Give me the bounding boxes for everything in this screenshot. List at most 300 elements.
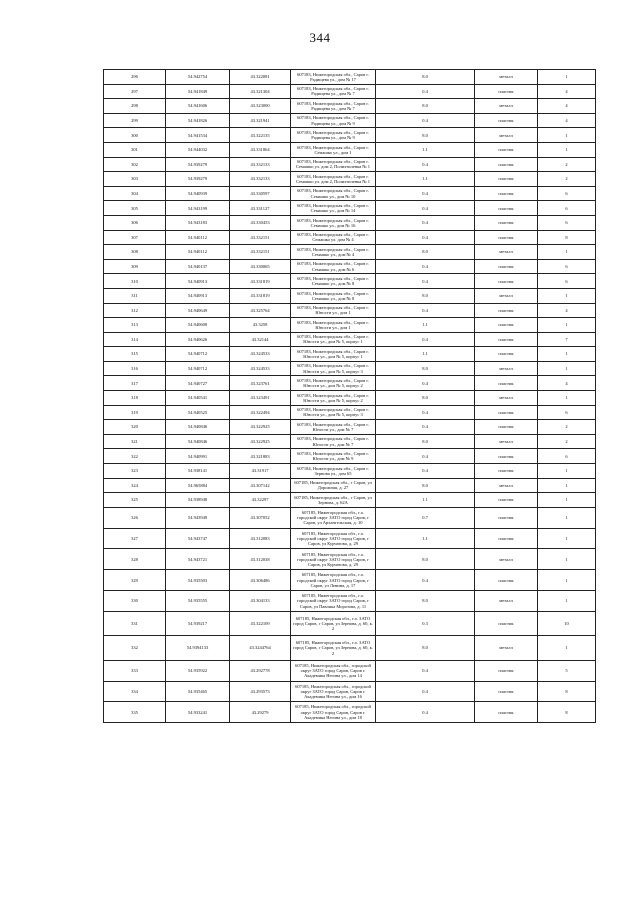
longitude-cell: 43.322925 bbox=[230, 434, 291, 449]
table-row bbox=[104, 245, 596, 260]
count-cell: 1 bbox=[538, 70, 596, 85]
row-number: 312 bbox=[104, 303, 166, 318]
address-cell: 607183, Нижегородская обл., Саров г. Юности ул., дом № 5, корпус 1 bbox=[291, 332, 376, 347]
address-cell: 607185, Нижегородская обл., г.о. городской округ ЗАТО город Саров, г Саров, ул Курчатова, д. 29 bbox=[291, 549, 376, 570]
volume-cell: 8.0 bbox=[376, 591, 475, 612]
row-number: 301 bbox=[104, 142, 166, 157]
volume-cell: 8.0 bbox=[376, 478, 475, 493]
address-cell: 607183, Нижегородская обл., Саров г. Радищева ул., дом № 7 bbox=[291, 84, 376, 99]
address-cell: 607183, Нижегородская обл., Саров г. Семашко ул. дом 2, Полиэтиленка № 1 bbox=[291, 157, 376, 172]
table-row bbox=[104, 142, 596, 157]
volume-cell: 0.4 bbox=[376, 215, 475, 230]
count-cell: 7 bbox=[538, 332, 596, 347]
count-cell: 4 bbox=[538, 303, 596, 318]
table-row bbox=[104, 259, 596, 274]
table-row bbox=[104, 318, 596, 333]
material-cell: металл bbox=[475, 361, 538, 376]
longitude-cell: 43.332133 bbox=[230, 172, 291, 187]
volume-cell: 0.4 bbox=[376, 113, 475, 128]
count-cell: 1 bbox=[538, 464, 596, 479]
longitude-cell: 43.325764 bbox=[230, 303, 291, 318]
count-cell: 6 bbox=[538, 259, 596, 274]
volume-cell: 1.1 bbox=[376, 347, 475, 362]
count-cell: 2 bbox=[538, 157, 596, 172]
volume-cell: 0.4 bbox=[376, 84, 475, 99]
table-row bbox=[104, 405, 596, 420]
longitude-cell: 43.321883 bbox=[230, 449, 291, 464]
count-cell: 10 bbox=[538, 611, 596, 636]
material-cell: металл bbox=[475, 478, 538, 493]
count-cell: 1 bbox=[538, 318, 596, 333]
row-number: 302 bbox=[104, 157, 166, 172]
longitude-cell: 43.3258 bbox=[230, 318, 291, 333]
address-cell: 607183, Нижегородская обл., Саров г. Юности ул., дом № 5, корпус 1 bbox=[291, 347, 376, 362]
table-row bbox=[104, 507, 596, 528]
material-cell: пластик bbox=[475, 570, 538, 591]
count-cell: 1 bbox=[538, 142, 596, 157]
count-cell: 6 bbox=[538, 215, 596, 230]
latitude-cell: 54.941534 bbox=[166, 128, 230, 143]
address-cell: 607185, Нижегородская обл., г.о. городской округ ЗАТО город Саров, г Саров, ул Ленина, д. 17 bbox=[291, 570, 376, 591]
table-row bbox=[104, 201, 596, 216]
latitude-cell: 54.943949 bbox=[166, 507, 230, 528]
longitude-cell: 43.3244764 bbox=[230, 636, 291, 661]
address-cell: 607185, Нижегородская обл., г.о. городской округ ЗАТО город Саров, г Саров, ул Курчатова, д. 29 bbox=[291, 528, 376, 549]
longitude-cell: 43.312038 bbox=[230, 549, 291, 570]
row-number: 324 bbox=[104, 478, 166, 493]
table-row bbox=[104, 660, 596, 681]
row-number: 313 bbox=[104, 318, 166, 333]
address-cell: 607184, Нижегородская обл., Саров г. Зернова ул., дом 65 bbox=[291, 464, 376, 479]
latitude-cell: 54.940846 bbox=[166, 434, 230, 449]
material-cell: пластик bbox=[475, 332, 538, 347]
count-cell: 1 bbox=[538, 591, 596, 612]
volume-cell: 8.0 bbox=[376, 549, 475, 570]
volume-cell: 0.4 bbox=[376, 303, 475, 318]
material-cell: металл bbox=[475, 591, 538, 612]
count-cell: 6 bbox=[538, 274, 596, 289]
longitude-cell: 43.330065 bbox=[230, 259, 291, 274]
latitude-cell: 54.940541 bbox=[166, 391, 230, 406]
address-cell: 607183, Нижегородская обл., Саров г. Юности ул., дом № 5, корпус 2 bbox=[291, 376, 376, 391]
volume-cell: 8.0 bbox=[376, 128, 475, 143]
material-cell: пластик bbox=[475, 449, 538, 464]
address-cell: 607185, Нижегородская обл., г.о. городской округ ЗАТО город Саров, г Саров, ул Архангельская, д. 10 bbox=[291, 507, 376, 528]
longitude-cell: 43.31917 bbox=[230, 464, 291, 479]
latitude-cell: 54.944032 bbox=[166, 142, 230, 157]
table-row bbox=[104, 434, 596, 449]
count-cell: 1 bbox=[538, 507, 596, 528]
volume-cell: 8.0 bbox=[376, 636, 475, 661]
address-cell: 607185, Нижегородская обл., г Саров, ул Дорожная, д. 27 bbox=[291, 478, 376, 493]
volume-cell: 0.4 bbox=[376, 681, 475, 702]
count-cell: 1 bbox=[538, 636, 596, 661]
address-cell: 607183, Нижегородская обл., Саров г. Семашко ул., дом № 4 bbox=[291, 245, 376, 260]
table-row bbox=[104, 99, 596, 114]
material-cell: пластик bbox=[475, 660, 538, 681]
row-number: 321 bbox=[104, 434, 166, 449]
address-cell: 607185, Нижегородская обл., городской округ ЗАТО город Саров, Саров г. Академика Негина ул., дом 18 bbox=[291, 702, 376, 723]
volume-cell: 1.1 bbox=[376, 493, 475, 508]
row-number: 316 bbox=[104, 361, 166, 376]
row-number: 309 bbox=[104, 259, 166, 274]
longitude-cell: 43.29279 bbox=[230, 702, 291, 723]
count-cell: 1 bbox=[538, 128, 596, 143]
table-row bbox=[104, 303, 596, 318]
row-number: 308 bbox=[104, 245, 166, 260]
material-cell: пластик bbox=[475, 681, 538, 702]
latitude-cell: 54.939217 bbox=[166, 611, 230, 636]
latitude-cell: 54.935922 bbox=[166, 660, 230, 681]
row-number: 318 bbox=[104, 391, 166, 406]
table-row bbox=[104, 681, 596, 702]
longitude-cell: 43.323491 bbox=[230, 391, 291, 406]
row-number: 333 bbox=[104, 660, 166, 681]
row-number: 330 bbox=[104, 591, 166, 612]
longitude-cell: 43.321304 bbox=[230, 84, 291, 99]
material-cell: пластик bbox=[475, 201, 538, 216]
address-cell: 607183, Нижегородская обл., Саров г. Юности ул., дом № 7 bbox=[291, 434, 376, 449]
latitude-cell: 54.941849 bbox=[166, 84, 230, 99]
row-number: 314 bbox=[104, 332, 166, 347]
material-cell: металл bbox=[475, 70, 538, 85]
volume-cell: 1.1 bbox=[376, 318, 475, 333]
material-cell: пластик bbox=[475, 84, 538, 99]
latitude-cell: 54.940991 bbox=[166, 449, 230, 464]
material-cell: пластик bbox=[475, 528, 538, 549]
count-cell: 1 bbox=[538, 528, 596, 549]
longitude-cell: 43.324533 bbox=[230, 347, 291, 362]
table-row bbox=[104, 611, 596, 636]
volume-cell: 0.4 bbox=[376, 201, 475, 216]
row-number: 328 bbox=[104, 549, 166, 570]
latitude-cell: 54.940112 bbox=[166, 230, 230, 245]
table-row bbox=[104, 493, 596, 508]
longitude-cell: 43.322109 bbox=[230, 611, 291, 636]
count-cell: 1 bbox=[538, 493, 596, 508]
material-cell: пластик bbox=[475, 347, 538, 362]
count-cell: 4 bbox=[538, 99, 596, 114]
latitude-cell: 54.940608 bbox=[166, 318, 230, 333]
address-cell: 607183, Нижегородская обл., Саров г. Семашко ул., дом № 6 bbox=[291, 259, 376, 274]
row-number: 322 bbox=[104, 449, 166, 464]
count-cell: 6 bbox=[538, 201, 596, 216]
volume-cell: 1.1 bbox=[376, 142, 475, 157]
material-cell: металл bbox=[475, 99, 538, 114]
table-row bbox=[104, 464, 596, 479]
table-row bbox=[104, 636, 596, 661]
latitude-cell: 54.941606 bbox=[166, 99, 230, 114]
address-cell: 607183, Нижегородская обл., Саров г. Семашко ул., дом № 8 bbox=[291, 274, 376, 289]
material-cell: пластик bbox=[475, 405, 538, 420]
count-cell: 4 bbox=[538, 376, 596, 391]
address-cell: 607183, Нижегородская обл., Саров г. Семашко ул., дом 1 bbox=[291, 142, 376, 157]
latitude-cell: 54.940137 bbox=[166, 259, 230, 274]
table-row bbox=[104, 288, 596, 303]
volume-cell: 0.4 bbox=[376, 449, 475, 464]
row-number: 335 bbox=[104, 702, 166, 723]
material-cell: пластик bbox=[475, 464, 538, 479]
longitude-cell: 43.323000 bbox=[230, 99, 291, 114]
address-cell: 607183, Нижегородская обл., Саров г. Радищева ул., дом № 9 bbox=[291, 113, 376, 128]
table-row bbox=[104, 128, 596, 143]
count-cell: 4 bbox=[538, 84, 596, 99]
material-cell: металл bbox=[475, 245, 538, 260]
address-cell: 607183, Нижегородская обл., Саров г. Семашко ул. дом 2, Полиэтиленка № 1 bbox=[291, 172, 376, 187]
table-row bbox=[104, 391, 596, 406]
volume-cell: 0.7 bbox=[376, 507, 475, 528]
row-number: 310 bbox=[104, 274, 166, 289]
count-cell: 2 bbox=[538, 420, 596, 435]
material-cell: пластик bbox=[475, 376, 538, 391]
latitude-cell: 54.935465 bbox=[166, 681, 230, 702]
table-row bbox=[104, 230, 596, 245]
address-cell: 607183, Нижегородская обл., Саров г. Семашко ул. дом № 4 bbox=[291, 230, 376, 245]
latitude-cell: 54.940727 bbox=[166, 376, 230, 391]
longitude-cell: 43.332151 bbox=[230, 230, 291, 245]
latitude-cell: 54.938948 bbox=[166, 493, 230, 508]
longitude-cell: 43.293573 bbox=[230, 681, 291, 702]
address-cell: 607183, Нижегородская обл., Саров г. Радищева ул., дом № 7 bbox=[291, 99, 376, 114]
latitude-cell: 54.940525 bbox=[166, 405, 230, 420]
volume-cell: 8.0 bbox=[376, 99, 475, 114]
material-cell: пластик bbox=[475, 274, 538, 289]
count-cell: 2 bbox=[538, 434, 596, 449]
latitude-cell: 54.965884 bbox=[166, 478, 230, 493]
longitude-cell: 43.322135 bbox=[230, 128, 291, 143]
row-number: 332 bbox=[104, 636, 166, 661]
count-cell: 2 bbox=[538, 172, 596, 187]
row-number: 320 bbox=[104, 420, 166, 435]
table-row bbox=[104, 332, 596, 347]
count-cell: 1 bbox=[538, 478, 596, 493]
volume-cell: 0.4 bbox=[376, 420, 475, 435]
latitude-cell: 54.933241 bbox=[166, 702, 230, 723]
longitude-cell: 43.331127 bbox=[230, 201, 291, 216]
table-row bbox=[104, 376, 596, 391]
table-row bbox=[104, 347, 596, 362]
volume-cell: 8.0 bbox=[376, 288, 475, 303]
longitude-cell: 43.332151 bbox=[230, 245, 291, 260]
count-cell: 1 bbox=[538, 288, 596, 303]
material-cell: металл bbox=[475, 128, 538, 143]
volume-cell: 0.4 bbox=[376, 405, 475, 420]
address-cell: 607183, Нижегородская обл., Саров г. Семашко ул., дом № 10 bbox=[291, 186, 376, 201]
latitude-cell: 54.940846 bbox=[166, 420, 230, 435]
volume-cell: 0.4 bbox=[376, 332, 475, 347]
row-number: 304 bbox=[104, 186, 166, 201]
material-cell: пластик bbox=[475, 611, 538, 636]
latitude-cell: 54.943747 bbox=[166, 528, 230, 549]
count-cell: 6 bbox=[538, 405, 596, 420]
material-cell: пластик bbox=[475, 702, 538, 723]
latitude-cell: 54.940913 bbox=[166, 274, 230, 289]
table-row bbox=[104, 215, 596, 230]
material-cell: пластик bbox=[475, 318, 538, 333]
volume-cell: 1.1 bbox=[376, 172, 475, 187]
volume-cell: 8.0 bbox=[376, 70, 475, 85]
page-number: 344 bbox=[309, 30, 331, 45]
row-number: 297 bbox=[104, 84, 166, 99]
longitude-cell: 43.322925 bbox=[230, 420, 291, 435]
count-cell: 5 bbox=[538, 660, 596, 681]
table-row bbox=[104, 274, 596, 289]
material-cell: пластик bbox=[475, 230, 538, 245]
volume-cell: 0.4 bbox=[376, 464, 475, 479]
longitude-cell: 43.312083 bbox=[230, 528, 291, 549]
row-number: 300 bbox=[104, 128, 166, 143]
material-cell: пластик bbox=[475, 420, 538, 435]
table-row bbox=[104, 420, 596, 435]
longitude-cell: 43.32297 bbox=[230, 493, 291, 508]
longitude-cell: 43.304133 bbox=[230, 591, 291, 612]
longitude-cell: 43.331819 bbox=[230, 274, 291, 289]
count-cell: 1 bbox=[538, 570, 596, 591]
address-cell: 607183, Нижегородская обл., Саров г. Радищева ул., дом № 17 bbox=[291, 70, 376, 85]
row-number: 315 bbox=[104, 347, 166, 362]
table-row bbox=[104, 702, 596, 723]
address-cell: 607183, Нижегородская обл., Саров г. Юности ул., дом № 5, корпус 2 bbox=[291, 391, 376, 406]
count-cell: 8 bbox=[538, 230, 596, 245]
address-cell: 607183, Нижегородская обл., Саров г. Юности ул., дом № 9 bbox=[291, 449, 376, 464]
longitude-cell: 43.292778 bbox=[230, 660, 291, 681]
latitude-cell: 54.935555 bbox=[166, 591, 230, 612]
material-cell: пластик bbox=[475, 142, 538, 157]
longitude-cell: 43.323761 bbox=[230, 376, 291, 391]
volume-cell: 0.4 bbox=[376, 660, 475, 681]
latitude-cell: 54.940712 bbox=[166, 361, 230, 376]
volume-cell: 0.4 bbox=[376, 259, 475, 274]
table-row bbox=[104, 172, 596, 187]
longitude-cell: 43.324533 bbox=[230, 361, 291, 376]
row-number: 325 bbox=[104, 493, 166, 508]
volume-cell: 8.0 bbox=[376, 361, 475, 376]
material-cell: пластик bbox=[475, 172, 538, 187]
row-number: 307 bbox=[104, 230, 166, 245]
material-cell: пластик bbox=[475, 113, 538, 128]
table-row bbox=[104, 528, 596, 549]
latitude-cell: 54.943721 bbox=[166, 549, 230, 570]
row-number: 303 bbox=[104, 172, 166, 187]
count-cell: 1 bbox=[538, 391, 596, 406]
material-cell: металл bbox=[475, 288, 538, 303]
row-number: 331 bbox=[104, 611, 166, 636]
material-cell: металл bbox=[475, 636, 538, 661]
volume-cell: 8.0 bbox=[376, 434, 475, 449]
count-cell: 1 bbox=[538, 549, 596, 570]
count-cell: 1 bbox=[538, 347, 596, 362]
longitude-cell: 43.332133 bbox=[230, 157, 291, 172]
latitude-cell: 54.941826 bbox=[166, 113, 230, 128]
longitude-cell: 43.331819 bbox=[230, 288, 291, 303]
table-row bbox=[104, 478, 596, 493]
count-cell: 8 bbox=[538, 681, 596, 702]
latitude-cell: 54.940913 bbox=[166, 288, 230, 303]
volume-cell: 0.4 bbox=[376, 376, 475, 391]
table-row bbox=[104, 70, 596, 85]
longitude-cell: 43.307142 bbox=[230, 478, 291, 493]
address-cell: 607185, Нижегородская обл., городской округ ЗАТО город Саров, Саров г. Академика Негина ул., дом 16 bbox=[291, 681, 376, 702]
material-cell: пластик bbox=[475, 157, 538, 172]
address-cell: 607183, Нижегородская обл., Саров г. Семашко ул., дом № 14 bbox=[291, 201, 376, 216]
material-cell: пластик bbox=[475, 259, 538, 274]
address-cell: 607183, Нижегородская обл., Саров г. Юности ул., дом № 5, корпус 3 bbox=[291, 361, 376, 376]
longitude-cell: 43.330453 bbox=[230, 215, 291, 230]
latitude-cell: 54.940626 bbox=[166, 332, 230, 347]
address-cell: 607183, Нижегородская обл., Саров г. Радищева ул., дом № 9 bbox=[291, 128, 376, 143]
latitude-cell: 54.940112 bbox=[166, 245, 230, 260]
row-number: 317 bbox=[104, 376, 166, 391]
row-number: 323 bbox=[104, 464, 166, 479]
material-cell: пластик bbox=[475, 186, 538, 201]
volume-cell: 8.0 bbox=[376, 245, 475, 260]
address-cell: 607183, Нижегородская обл., Саров г. Юности ул., дом 1 bbox=[291, 318, 376, 333]
address-cell: 607185, Нижегородская обл., городской округ ЗАТО город Саров, Саров г. Академика Негина ул., дом 14 bbox=[291, 660, 376, 681]
count-cell: 4 bbox=[538, 113, 596, 128]
table-row bbox=[104, 449, 596, 464]
address-cell: 607183, Нижегородская обл., Саров г. Семашко ул., дом № 8 bbox=[291, 288, 376, 303]
material-cell: металл bbox=[475, 434, 538, 449]
longitude-cell: 43.331864 bbox=[230, 142, 291, 157]
address-cell: 607183, Нижегородская обл., Саров г. Юности ул., дом № 7 bbox=[291, 420, 376, 435]
table-row bbox=[104, 361, 596, 376]
table-row bbox=[104, 570, 596, 591]
longitude-cell: 43.322081 bbox=[230, 70, 291, 85]
count-cell: 6 bbox=[538, 449, 596, 464]
latitude-cell: 54.939279 bbox=[166, 172, 230, 187]
address-cell: 607185, Нижегородская обл., г.о. ЗАТО город Саров, г Саров, ул Зернова, д. 60, к. 2 bbox=[291, 636, 376, 661]
address-cell: 607183, Нижегородская обл., Саров г. Семашко ул., дом № 16 bbox=[291, 215, 376, 230]
latitude-cell: 54.942754 bbox=[166, 70, 230, 85]
material-cell: пластик bbox=[475, 303, 538, 318]
longitude-cell: 43.321941 bbox=[230, 113, 291, 128]
table-row bbox=[104, 113, 596, 128]
latitude-cell: 54.943199 bbox=[166, 201, 230, 216]
volume-cell: 0.4 bbox=[376, 186, 475, 201]
row-number: 306 bbox=[104, 215, 166, 230]
material-cell: пластик bbox=[475, 493, 538, 508]
material-cell: пластик bbox=[475, 507, 538, 528]
count-cell: 8 bbox=[538, 702, 596, 723]
volume-cell: 0.4 bbox=[376, 230, 475, 245]
row-number: 327 bbox=[104, 528, 166, 549]
latitude-cell: 54.940712 bbox=[166, 347, 230, 362]
material-cell: металл bbox=[475, 391, 538, 406]
latitude-cell: 54.938141 bbox=[166, 464, 230, 479]
row-number: 296 bbox=[104, 70, 166, 85]
row-number: 334 bbox=[104, 681, 166, 702]
longitude-cell: 43.306486 bbox=[230, 570, 291, 591]
row-number: 319 bbox=[104, 405, 166, 420]
material-cell: пластик bbox=[475, 215, 538, 230]
address-cell: 607185, Нижегородская обл., г.о. ЗАТО город Саров, г Саров, ул Зернова, д. 60, к. 2 bbox=[291, 611, 376, 636]
count-cell: 1 bbox=[538, 361, 596, 376]
material-cell: металл bbox=[475, 549, 538, 570]
volume-cell: 1.1 bbox=[376, 528, 475, 549]
address-cell: 607185, Нижегородская обл., г.о. городской округ ЗАТО город Саров, г Саров, ул Павлика Морозова, д. 11 bbox=[291, 591, 376, 612]
latitude-cell: 54.935503 bbox=[166, 570, 230, 591]
row-number: 305 bbox=[104, 201, 166, 216]
latitude-cell: 54.943183 bbox=[166, 215, 230, 230]
volume-cell: 0.4 bbox=[376, 570, 475, 591]
table-body bbox=[104, 70, 596, 723]
volume-cell: 0.4 bbox=[376, 274, 475, 289]
row-number: 326 bbox=[104, 507, 166, 528]
count-cell: 6 bbox=[538, 186, 596, 201]
longitude-cell: 43.307052 bbox=[230, 507, 291, 528]
longitude-cell: 43.32144 bbox=[230, 332, 291, 347]
latitude-cell: 54.9394133 bbox=[166, 636, 230, 661]
